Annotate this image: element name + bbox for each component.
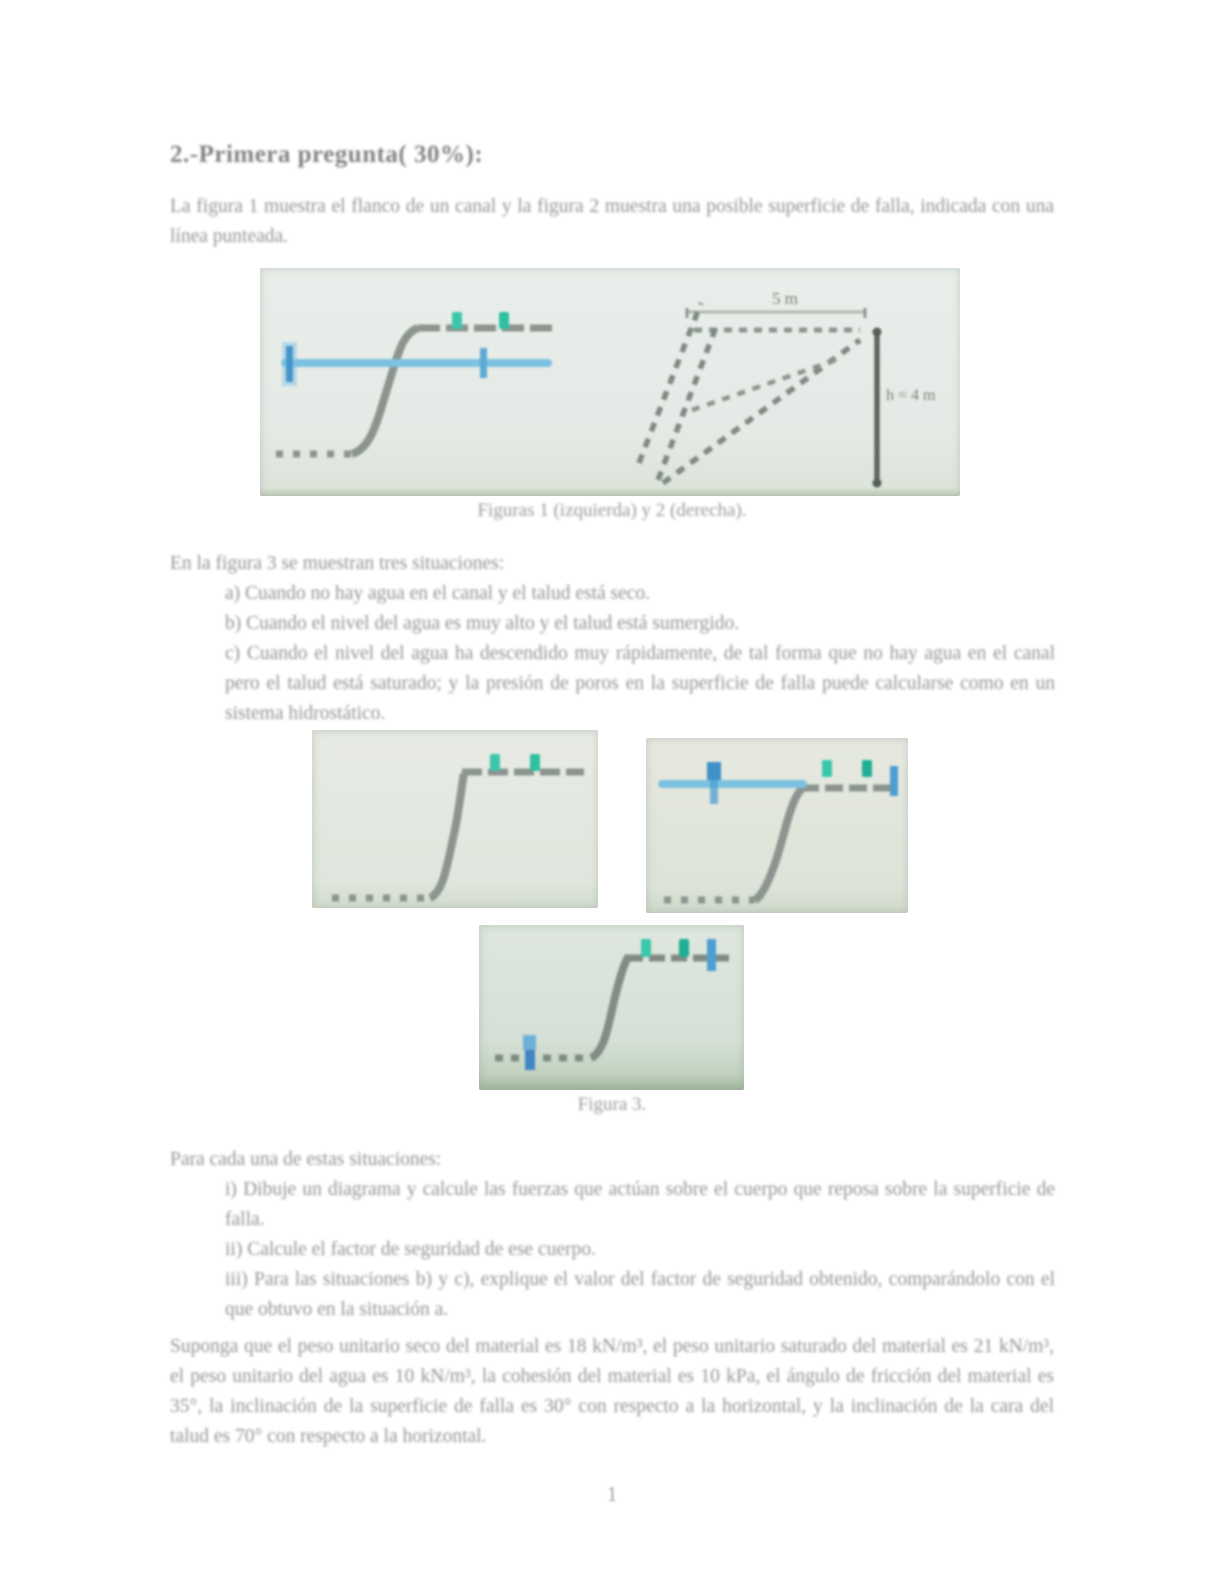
vegetation-marker-icon: [530, 754, 540, 771]
water-table-marker-icon: [707, 762, 721, 780]
figures-1-2-caption: Figuras 1 (izquierda) y 2 (derecha).: [477, 500, 747, 521]
water-level-marker-bottom-tail: [525, 1050, 535, 1070]
figure-1-channel-diagram: [276, 312, 558, 454]
figure-3b-image: [646, 738, 908, 913]
submerged-channel-diagram: [646, 738, 908, 913]
water-level-marker-mid: [480, 348, 487, 378]
vegetation-marker-icon: [499, 312, 509, 329]
water-level-marker-bottom: [523, 1035, 536, 1050]
situations-list: [225, 579, 1055, 729]
dry-channel-diagram: [312, 730, 598, 908]
situation-item-c: c) Cuando el nivel del agua ha descendido muy rápidamente, de tal forma que no hay agua en el canal pero el talud está saturado; y la presión de poros en la superficie de falla puede calcularse como en un sistema hidrostático.: [225, 643, 1055, 724]
channel-and-failure-surface-diagram: [260, 268, 960, 496]
figure-3-caption: Figura 3.: [577, 1094, 647, 1115]
figure-2-failure-surface-diagram: [639, 289, 936, 488]
situation-item-a: a) Cuando no hay agua en el canal y el talud está seco.: [225, 583, 651, 604]
figure-3a-image: [312, 730, 598, 908]
tasks-list: [225, 1175, 1055, 1325]
figure2-height-dimension-label: h = 4 m: [886, 387, 936, 404]
page-title: 2.-Primera pregunta( 30%):: [170, 141, 484, 168]
vegetation-marker-icon: [641, 939, 651, 957]
water-level-marker-right: [707, 939, 716, 971]
water-level-marker-left: [286, 346, 293, 382]
figures-1-2-image: [260, 268, 960, 496]
water-level-marker-right: [890, 766, 898, 796]
page-number: 1: [606, 1482, 618, 1506]
vegetation-marker-icon: [452, 312, 462, 329]
figure2-top-dimension-label: 5 m: [772, 289, 798, 308]
task-item-ii: ii) Calcule el factor de seguridad de ese cuerpo.: [225, 1239, 596, 1260]
tasks-intro: Para cada una de estas situaciones:: [170, 1149, 442, 1170]
task-item-iii: iii) Para las situaciones b) y c), explique el valor del factor de seguridad obtenido, comparándolo con el que obtuvo en la situación a.: [225, 1269, 1055, 1320]
water-table-marker-tail: [710, 780, 718, 804]
drawdown-channel-diagram: [479, 925, 744, 1090]
vegetation-marker-icon: [862, 760, 872, 777]
intro-paragraph: La figura 1 muestra el flanco de un canal y la figura 2 muestra una posible superficie de falla, indicada con una línea punteada.: [170, 196, 1054, 247]
task-item-i: i) Dibuje un diagrama y calcule las fuerzas que actúan sobre el cuerpo que reposa sobre la superficie de falla.: [225, 1179, 1055, 1230]
vegetation-marker-icon: [679, 939, 689, 957]
vegetation-marker-icon: [822, 760, 832, 777]
figure-3c-image: [479, 925, 744, 1090]
situations-intro: En la figura 3 se muestran tres situaciones:: [170, 553, 505, 574]
material-data-paragraph: Suponga que el peso unitario seco del material es 18 kN/m³, el peso unitario saturado del material es 21 kN/m³, el peso unitario del agua es 10 kN/m³, la cohesión del material es 10 kPa, el ángulo de fricción del material es 35°, la inclinación de la superficie de falla es 30° con respecto a la horizontal, y la inclinación de la cara del talud es 70° con respecto a la horizontal.: [170, 1336, 1054, 1447]
vegetation-marker-icon: [490, 754, 500, 771]
situation-item-b: b) Cuando el nivel del agua es muy alto y el talud está sumergido.: [225, 613, 740, 634]
